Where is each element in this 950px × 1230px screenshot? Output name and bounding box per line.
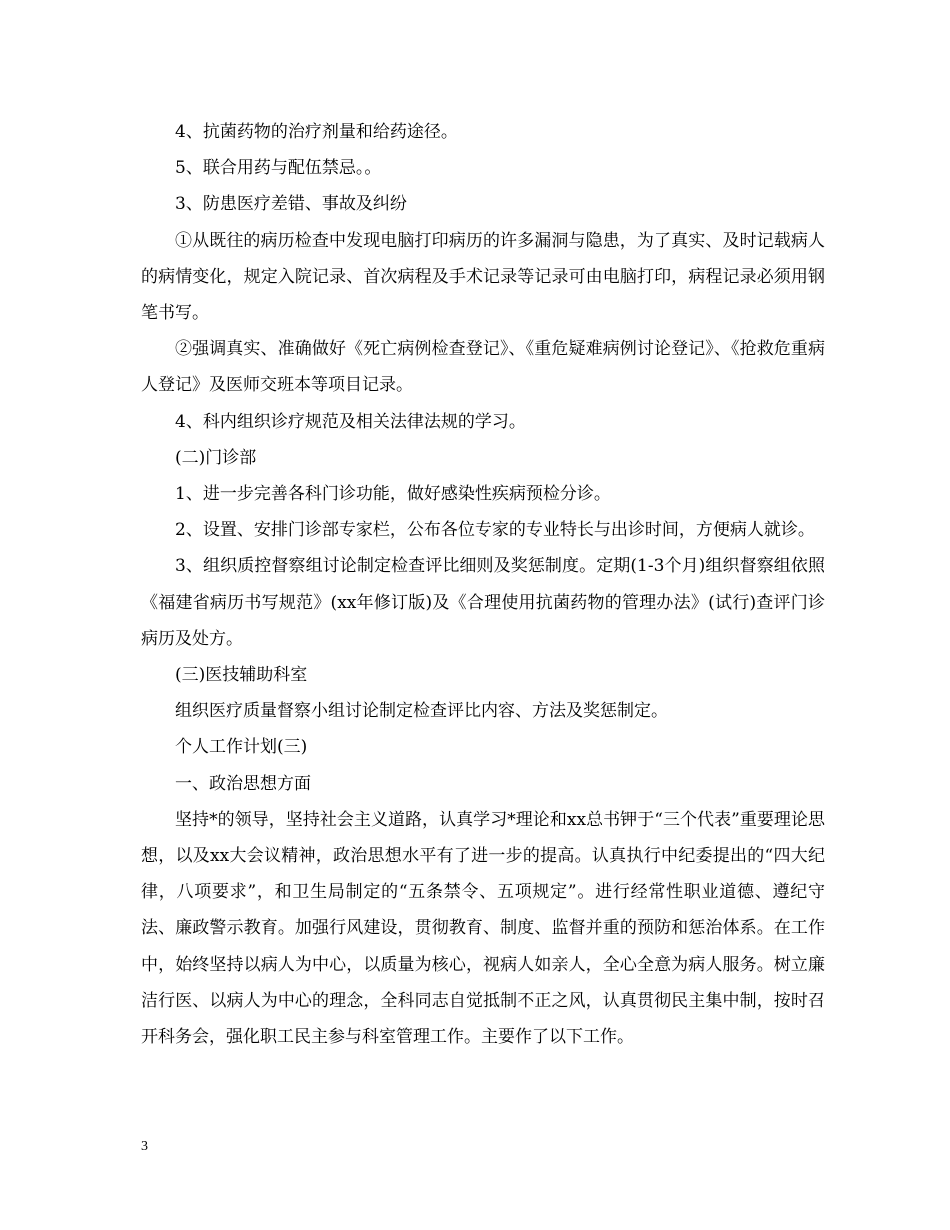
paragraph-item-15: 坚持*的领导，坚持社会主义道路，认真学习*理论和xx总书钾于“三个代表”重要理论思想，以及xx大会议精神，政治思想水平有了进一步的提高。认真执行中纪委提出的“四大纪律，八项要求”，和卫生局制定的“五条禁令、五项规定”。进行经常性职业道德、遵纪守法、廉政警示教育。加强行风建设，贯彻教育、制度、监督并重的预防和惩治体系。在工作中，始终坚持以病人为中心，以质量为核心，视病人如亲人，全心全意为病人服务。树立廉洁行医、以病人为中心的理念，全科同志自觉抵制不正之风，认真贯彻民主集中制，按时召开科务会，强化职工民主参与科室管理工作。主要作了以下工作。 bbox=[141, 809, 825, 1048]
paragraph-item-8: 1、进一步完善各科门诊功能，做好感染性疾病预检分诊。 bbox=[175, 484, 611, 505]
paragraph-item-1: 4、抗菌药物的治疗剂量和给药途径。 bbox=[175, 122, 458, 142]
section-heading-outpatient: (二)门诊部 bbox=[175, 447, 257, 468]
paragraph-item-10: 3、组织质控督察组讨论制定检查评比细则及奖惩制度。定期(1-3个月)组织督察组依照《福建省病历书写规范》(xx年修订版)及《合理使用抗菌药物的管理办法》(试行)查评门诊病历及处方。 bbox=[141, 556, 825, 649]
paragraph-item-6: 4、科内组织诊疗规范及相关法律法规的学习。 bbox=[175, 411, 526, 432]
paragraph-item-4: ①从既往的病历检查中发现电脑打印病历的许多漏洞与隐患，为了真实、及时记载病人的病情变化，规定入院记录、首次病程及手术记录等记录可由电脑打印，病程记录必须用钢笔书写。 bbox=[141, 230, 825, 324]
section-heading-medical-tech: (三)医技辅助科室 bbox=[175, 665, 308, 686]
paragraph-item-2: 5、联合用药与配伍禁忌。。 bbox=[175, 158, 382, 179]
section-heading-work-plan: 个人工作计划(三) bbox=[175, 737, 308, 758]
page-number: 3 bbox=[141, 1139, 148, 1154]
paragraph-item-3: 3、防患医疗差错、事故及纠纷 bbox=[175, 194, 407, 215]
paragraph-item-9: 2、设置、安排门诊部专家栏，公布各位专家的专业特长与出诊时间，方便病人就诊。 bbox=[175, 520, 815, 541]
section-heading-political: 一、政治思想方面 bbox=[175, 773, 311, 794]
paragraph-item-5: ②强调真实、准确做好《死亡病例检查登记》、《重危疑难病例讨论登记》、《抢救危重病人登记》及医师交班本等项目记录。 bbox=[141, 339, 825, 396]
document-body bbox=[141, 114, 825, 1055]
paragraph-item-12: 组织医疗质量督察小组讨论制定检查评比内容、方法及奖惩制定。 bbox=[175, 701, 668, 722]
